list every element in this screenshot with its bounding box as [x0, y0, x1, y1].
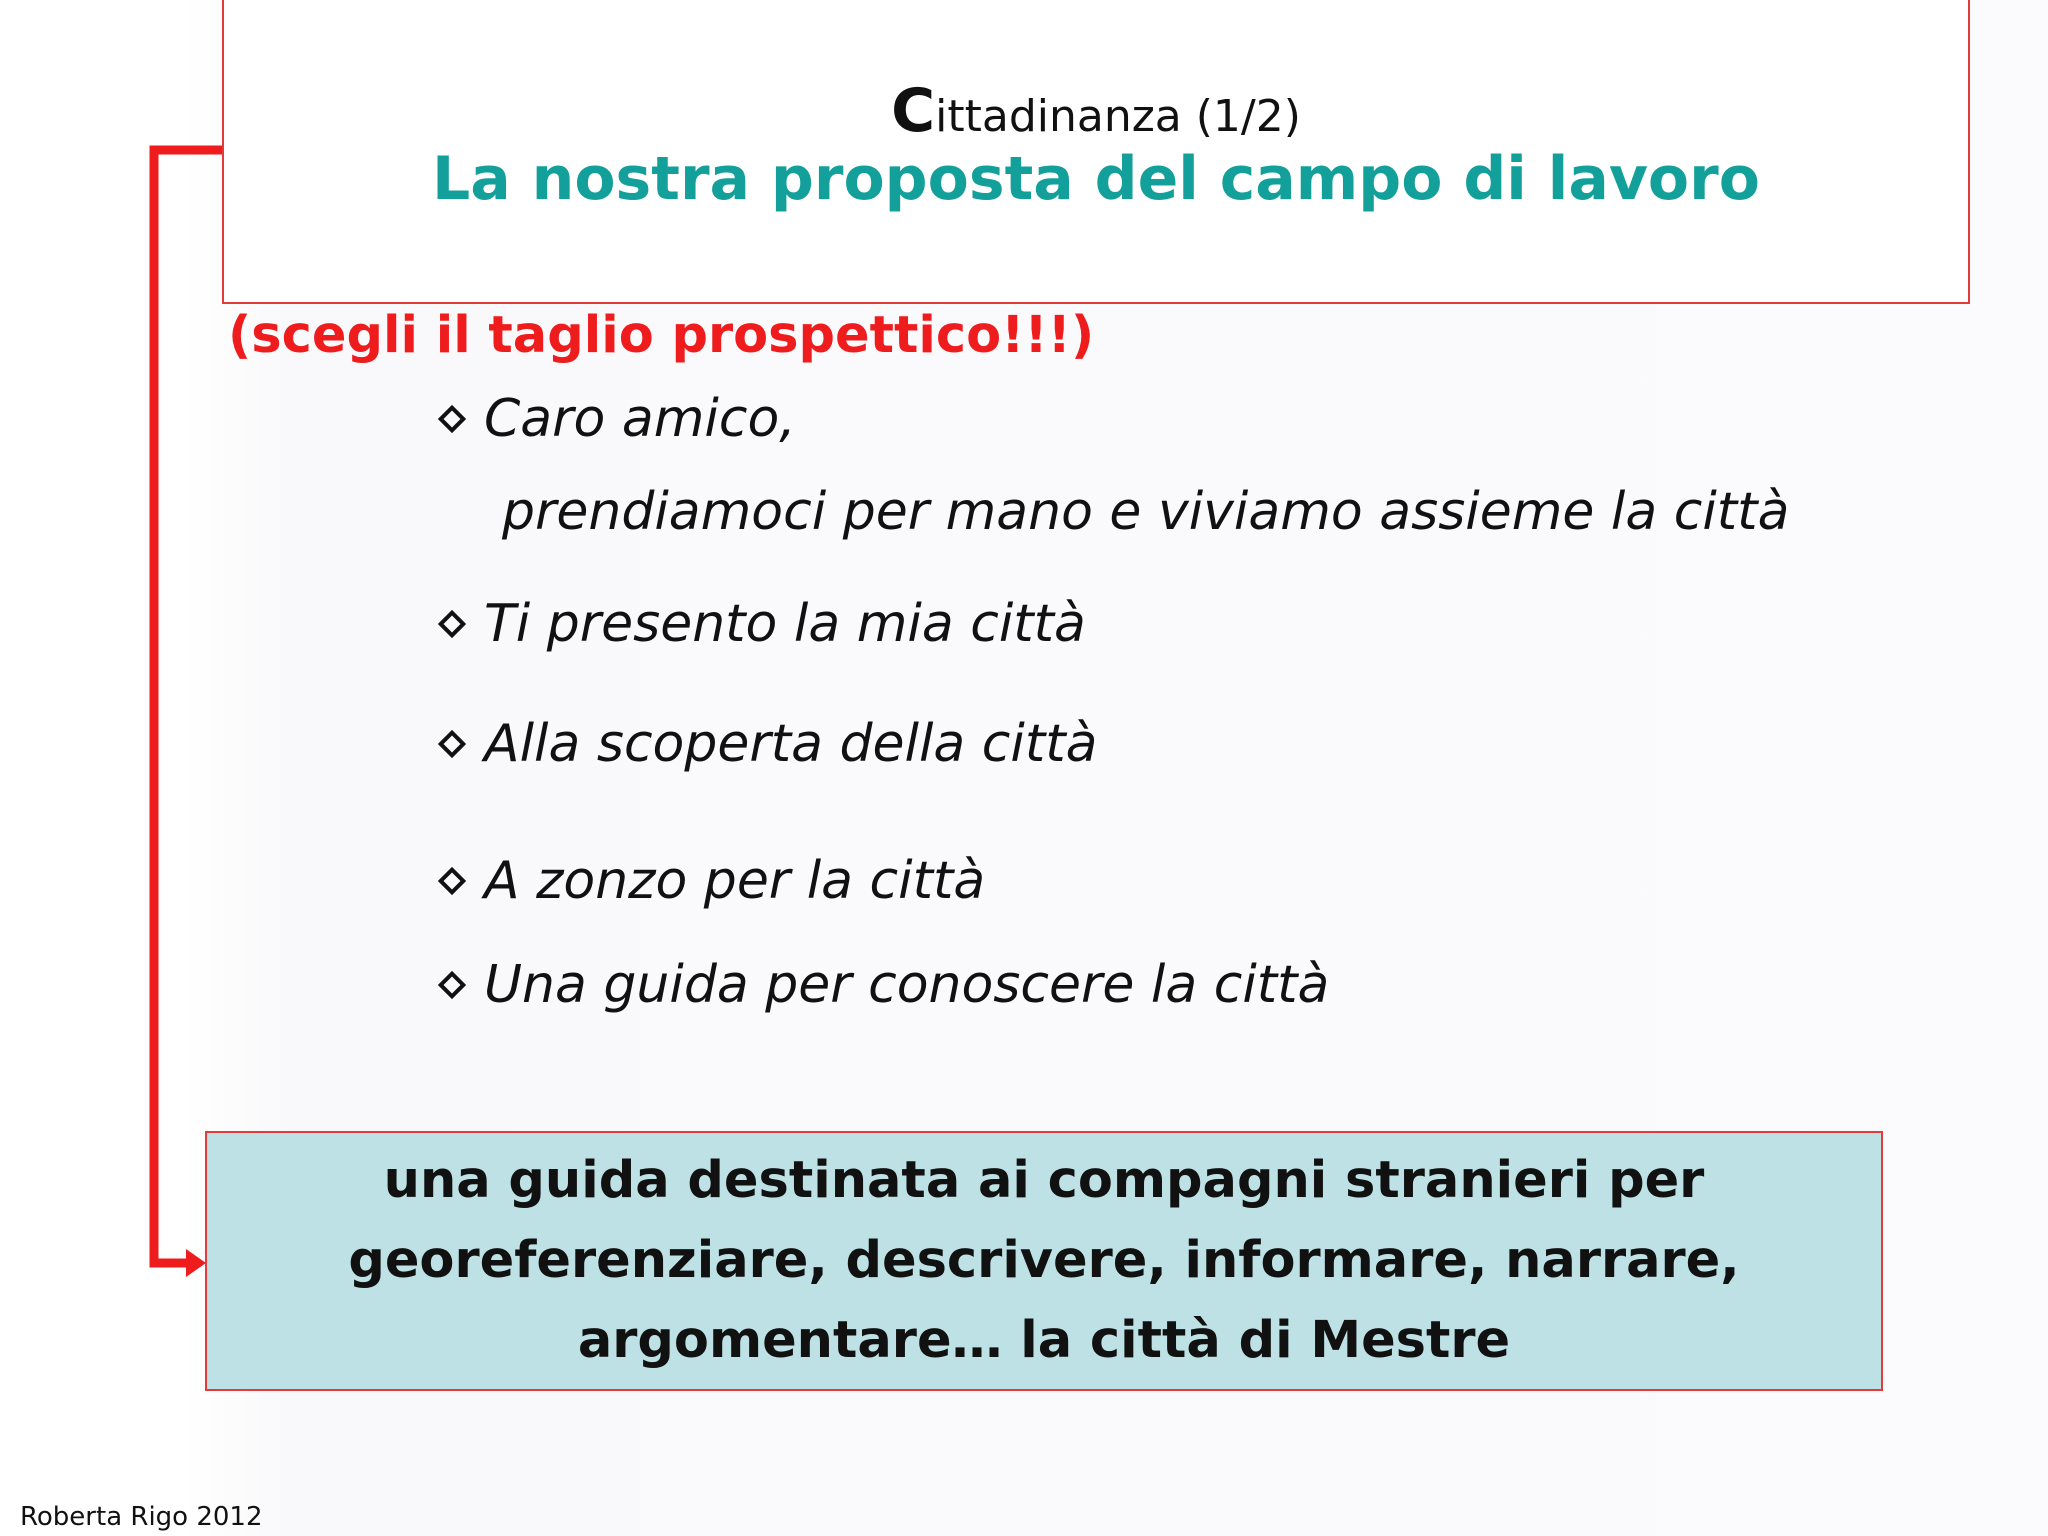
list-item-text: A zonzo per la città [484, 851, 986, 911]
summary-line: georeferenziare, descrivere, informare, narrare, [348, 1231, 1740, 1290]
perspective-note: (scegli il taglio prospettico!!!) [228, 306, 1095, 365]
diamond-bullet-icon [438, 971, 466, 999]
summary-line: una guida destinata ai compagni stranieri per [383, 1151, 1705, 1210]
title-box [222, 0, 1970, 304]
summary-box [205, 1131, 1883, 1391]
summary-line: argomentare… la città di Mestre [577, 1311, 1511, 1370]
list-item-text: Caro amico, [484, 389, 796, 449]
title-initial: C [891, 76, 936, 146]
author-footer: Roberta Rigo 2012 [20, 1502, 263, 1532]
list-item [432, 594, 1086, 654]
diamond-bullet-icon [438, 405, 466, 433]
list-item [432, 955, 1329, 1015]
title-rest: ittadinanza (1/2) [935, 91, 1301, 142]
list-item [432, 714, 1098, 774]
list-item-continuation: prendiamoci per mano e viviamo assieme la città [502, 482, 1790, 542]
list-item-text: Ti presento la mia città [484, 594, 1086, 654]
list-item [432, 851, 985, 911]
diamond-bullet-icon [438, 867, 466, 895]
list-item [432, 389, 796, 449]
slide-title [224, 76, 1968, 146]
list-item-text: Alla scoperta della città [484, 714, 1098, 774]
slide-subtitle: La nostra proposta del campo di lavoro [432, 144, 1760, 214]
diamond-bullet-icon [438, 610, 466, 638]
diamond-bullet-icon [438, 730, 466, 758]
list-item-text: Una guida per conoscere la città [484, 955, 1330, 1015]
